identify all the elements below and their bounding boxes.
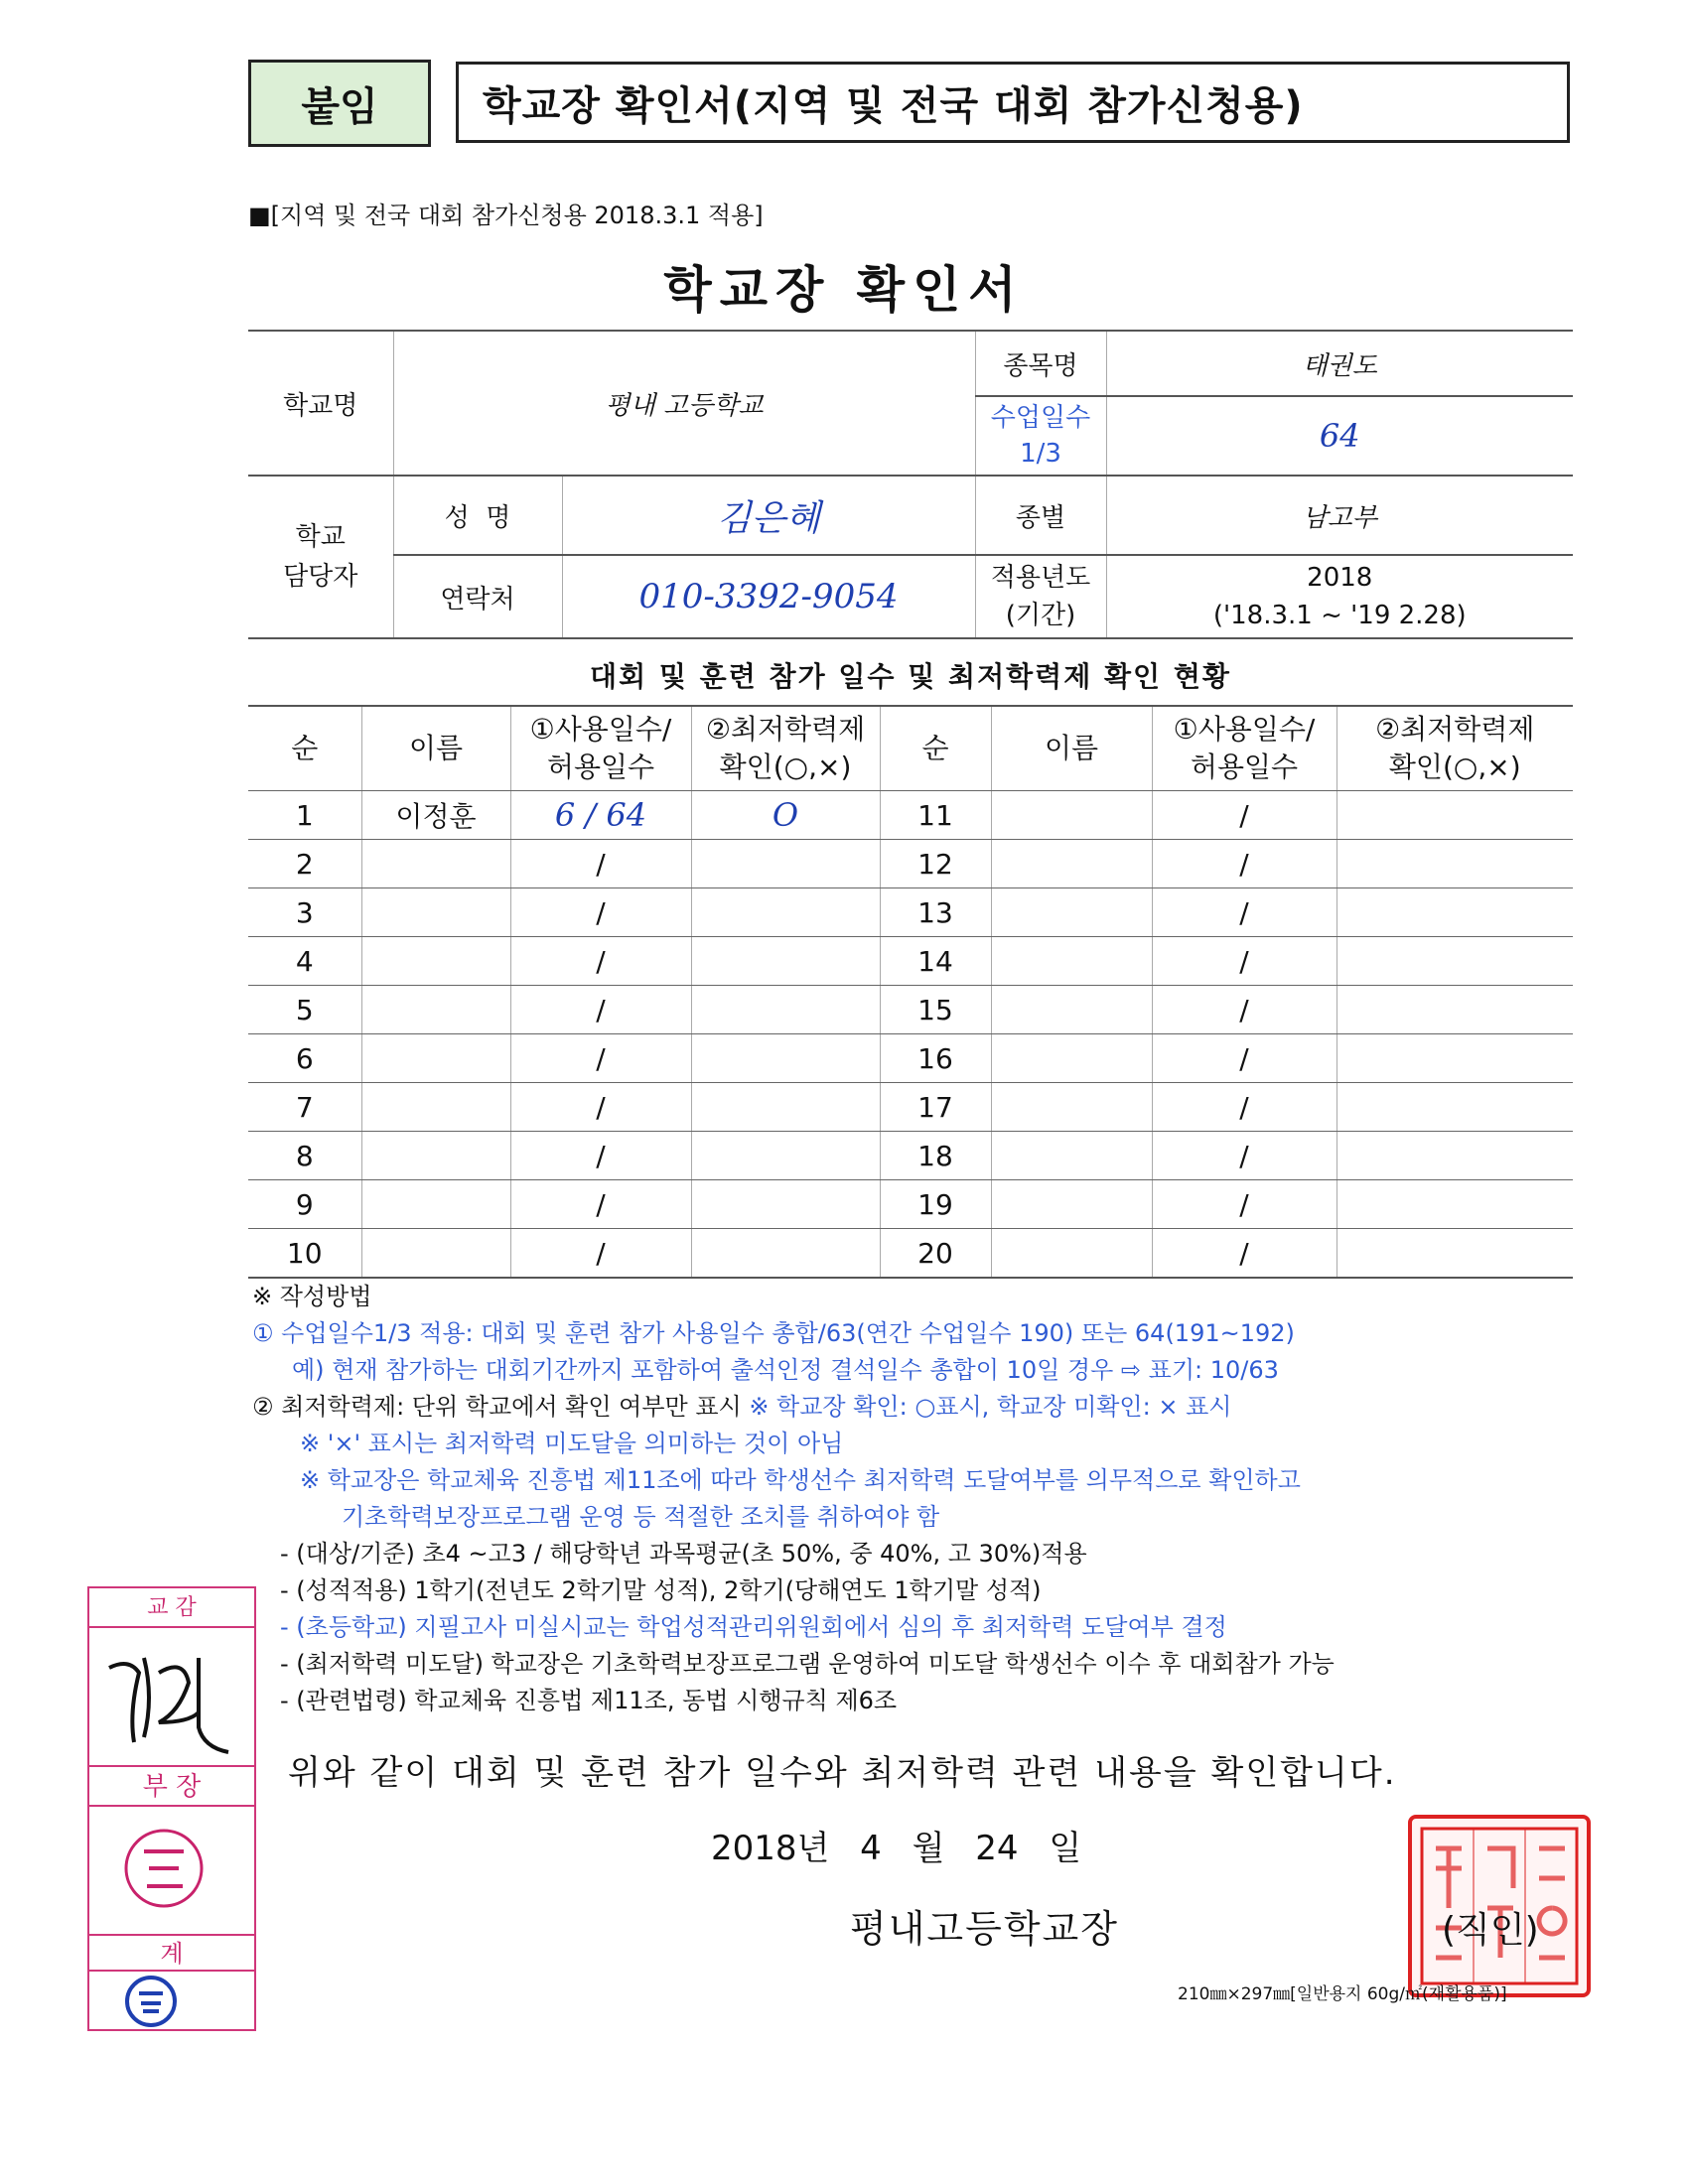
row-min-check	[1336, 1180, 1573, 1229]
col-name-left: 이름	[361, 706, 510, 791]
instructions-title: ※ 작성방법	[252, 1283, 372, 1310]
row-used-days: /	[1152, 1034, 1336, 1083]
contact-label: 연락처	[393, 555, 562, 638]
section-heading: 대회 및 훈련 참가 일수 및 최저학력제 확인 현황	[590, 660, 1231, 693]
row-used-days: /	[510, 1034, 691, 1083]
row-used-days: /	[1152, 986, 1336, 1034]
row-no: 6	[248, 1034, 361, 1083]
row-used-days: /	[510, 1083, 691, 1132]
row-min-check	[691, 1229, 880, 1279]
department-head-label: 부 장	[89, 1767, 254, 1807]
row-used-days: /	[510, 986, 691, 1034]
row-no: 15	[880, 986, 991, 1034]
manager-name-value: 김은혜	[562, 476, 975, 555]
row-no: 12	[880, 840, 991, 888]
row-min-check	[1336, 937, 1573, 986]
row-name	[361, 1132, 510, 1180]
row-used-days: /	[1152, 840, 1336, 888]
division-value: 남고부	[1106, 476, 1573, 555]
table-row	[248, 791, 1573, 840]
contact-value: 010-3392-9054	[562, 555, 975, 638]
school-manager-label: 학교 담당자	[248, 476, 393, 638]
row-no: 1	[248, 791, 361, 840]
instruction-1b: 예) 현재 참가하는 대회기간까지 포함하여 출석인정 결석일수 총합이 10일 경우 ⇨ 표기: 10/63	[292, 1356, 1279, 1384]
col-used-right: ①사용일수/ 허용일수	[1152, 706, 1336, 791]
row-min-check	[1336, 840, 1573, 888]
detail-3: - (초등학교) 지필고사 미실시교는 학업성적관리위원회에서 심의 후 최저학력 도달여부 결정	[280, 1613, 1227, 1641]
manager-name-label: 성 명	[393, 476, 562, 555]
col-min-left: ②최저학력제 확인(○,×)	[691, 706, 880, 791]
row-no: 18	[880, 1132, 991, 1180]
row-used-days: /	[510, 1180, 691, 1229]
header-title-box	[456, 62, 1570, 143]
division-label: 종별	[975, 476, 1106, 555]
year-cell	[1106, 555, 1573, 638]
row-min-check	[691, 1083, 880, 1132]
row-used-days: /	[510, 840, 691, 888]
row-no: 7	[248, 1083, 361, 1132]
row-name	[991, 888, 1152, 937]
row-name	[361, 986, 510, 1034]
class-days-value: 64	[1106, 396, 1573, 476]
staff-label: 계	[89, 1936, 254, 1972]
row-name	[361, 1180, 510, 1229]
col-seq-right: 순	[880, 706, 991, 791]
row-min-check	[691, 888, 880, 937]
row-used-days: /	[510, 888, 691, 937]
department-head-stamp	[89, 1807, 254, 1936]
detail-5: - (관련법령) 학교체육 진흥법 제11조, 동법 시행규칙 제6조	[280, 1687, 898, 1714]
vice-principal-label: 교 감	[89, 1588, 254, 1628]
paper-spec: 210㎜×297㎜[일반용지 60g/㎡(재활용품)]	[1178, 1984, 1507, 2004]
row-no: 2	[248, 840, 361, 888]
table-row	[248, 1229, 1573, 1279]
class-days-label: 수업일수 1/3	[975, 396, 1106, 476]
participation-table	[248, 705, 1573, 1279]
row-name	[361, 937, 510, 986]
detail-2: - (성적적용) 1학기(전년도 2학기말 성적), 2학기(당해연도 1학기말 성적)	[280, 1576, 1042, 1604]
table-header-row	[248, 706, 1573, 791]
row-used-days: /	[1152, 937, 1336, 986]
instruction-2-text: ② 최저학력제: 단위 학교에서 확인 여부만 표시	[252, 1393, 742, 1421]
attachment-tag-label: 붙임	[301, 83, 378, 130]
instruction-4b: 기초학력보장프로그램 운영 등 적절한 조치를 취하여야 함	[342, 1503, 940, 1531]
staff-stamp	[89, 1972, 254, 2031]
row-min-check	[691, 1180, 880, 1229]
year-value: 2018	[1307, 563, 1373, 593]
instruction-3: ※ '×' 표시는 최저학력 미도달을 의미하는 것이 아님	[300, 1430, 844, 1457]
row-min-check	[1336, 1229, 1573, 1279]
row-no: 8	[248, 1132, 361, 1180]
col-used-left: ①사용일수/ 허용일수	[510, 706, 691, 791]
row-no: 9	[248, 1180, 361, 1229]
row-min-check	[691, 1132, 880, 1180]
row-min-check	[1336, 1034, 1573, 1083]
table-row	[248, 986, 1573, 1034]
row-min-check	[1336, 986, 1573, 1034]
row-used-days: /	[510, 937, 691, 986]
table-row	[248, 937, 1573, 986]
row-no: 19	[880, 1180, 991, 1229]
table-row	[248, 888, 1573, 937]
detail-4: - (최저학력 미도달) 학교장은 기초학력보장프로그램 운영하여 미도달 학생선수 이수 후 대회참가 가능	[280, 1650, 1335, 1678]
table-row	[248, 1083, 1573, 1132]
row-name	[361, 840, 510, 888]
row-name: 이정훈	[361, 791, 510, 840]
row-no: 4	[248, 937, 361, 986]
row-min-check	[691, 840, 880, 888]
row-min-check	[691, 937, 880, 986]
col-name-right: 이름	[991, 706, 1152, 791]
instruction-4a: ※ 학교장은 학교체육 진흥법 제11조에 따라 학생선수 최저학력 도달여부를 의무적으로 확인하고	[300, 1466, 1301, 1494]
instruction-2-mark: ※ 학교장 확인: ○표시, 학교장 미확인: × 표시	[741, 1393, 1232, 1421]
row-used-days: /	[1152, 888, 1336, 937]
table-row	[248, 1034, 1573, 1083]
year-period: ('18.3.1 ~ '19 2.28)	[1212, 601, 1467, 630]
applicability-note: ■[지역 및 전국 대회 참가신청용 2018.3.1 적용]	[248, 202, 764, 229]
event-label: 종목명	[975, 331, 1106, 396]
row-name	[991, 986, 1152, 1034]
row-no: 16	[880, 1034, 991, 1083]
stamp-graphic	[89, 1807, 254, 1932]
attachment-tag	[248, 60, 431, 147]
row-used-days: /	[1152, 791, 1336, 840]
table-row	[248, 1132, 1573, 1180]
row-min-check	[1336, 1132, 1573, 1180]
row-no: 13	[880, 888, 991, 937]
row-no: 3	[248, 888, 361, 937]
row-no: 5	[248, 986, 361, 1034]
row-used-days: /	[1152, 1229, 1336, 1279]
row-used-days: /	[510, 1132, 691, 1180]
staff-stamp-graphic	[89, 1972, 254, 2031]
row-name	[991, 937, 1152, 986]
table-row	[248, 840, 1573, 888]
row-min-check: O	[691, 791, 880, 840]
row-name	[991, 1034, 1152, 1083]
row-name	[991, 1083, 1152, 1132]
year-label: 적용년도 (기간)	[975, 555, 1106, 638]
row-min-check	[1336, 1083, 1573, 1132]
row-name	[991, 840, 1152, 888]
row-name	[361, 1034, 510, 1083]
row-used-days: /	[1152, 1132, 1336, 1180]
detail-1: - (대상/기준) 초4 ~고3 / 해당학년 과목평균(초 50%, 중 40%, 고 30%)적용	[280, 1540, 1087, 1568]
row-used-days: /	[1152, 1083, 1336, 1132]
row-used-days: /	[510, 1229, 691, 1279]
confirmation-statement: 위와 같이 대회 및 훈련 참가 일수와 최저학력 관련 내용을 확인합니다.	[288, 1753, 1397, 1793]
col-min-right: ②최저학력제 확인(○,×)	[1336, 706, 1573, 791]
row-name	[361, 1229, 510, 1279]
approval-strip	[87, 1586, 256, 2031]
document-date: 2018년 4 월 24 일	[711, 1829, 1082, 1868]
row-min-check	[1336, 888, 1573, 937]
row-no: 17	[880, 1083, 991, 1132]
instruction-1a: ① 수업일수1/3 적용: 대회 및 훈련 참가 사용일수 총합/63(연간 수업일수 190) 또는 64(191~192)	[252, 1319, 1295, 1347]
row-min-check	[691, 1034, 880, 1083]
row-name	[361, 888, 510, 937]
principal-title: 평내고등학교장	[850, 1907, 1119, 1951]
row-used-days: /	[1152, 1180, 1336, 1229]
col-seq-left: 순	[248, 706, 361, 791]
instruction-2	[252, 1389, 1583, 1426]
event-value: 태권도	[1106, 331, 1573, 396]
info-table	[248, 330, 1573, 639]
row-name	[991, 1229, 1152, 1279]
row-min-check	[1336, 791, 1573, 840]
table-row	[248, 1180, 1573, 1229]
row-no: 11	[880, 791, 991, 840]
row-name	[991, 1132, 1152, 1180]
row-no: 14	[880, 937, 991, 986]
row-name	[991, 791, 1152, 840]
seal-label: (직인)	[1442, 1910, 1539, 1951]
document-title: 학교장 확인서	[663, 261, 1025, 319]
school-name-value: 평내 고등학교	[393, 331, 975, 476]
row-no: 20	[880, 1229, 991, 1279]
instructions	[252, 1279, 1583, 1719]
school-name-label: 학교명	[248, 331, 393, 476]
row-name	[991, 1180, 1152, 1229]
row-no: 10	[248, 1229, 361, 1279]
vice-principal-signature	[89, 1628, 254, 1767]
row-min-check	[691, 986, 880, 1034]
header-title: 학교장 확인서(지역 및 전국 대회 참가신청용)	[483, 82, 1304, 129]
row-name	[361, 1083, 510, 1132]
signature-graphic	[89, 1628, 254, 1763]
row-used-days: 6 / 64	[510, 791, 691, 840]
